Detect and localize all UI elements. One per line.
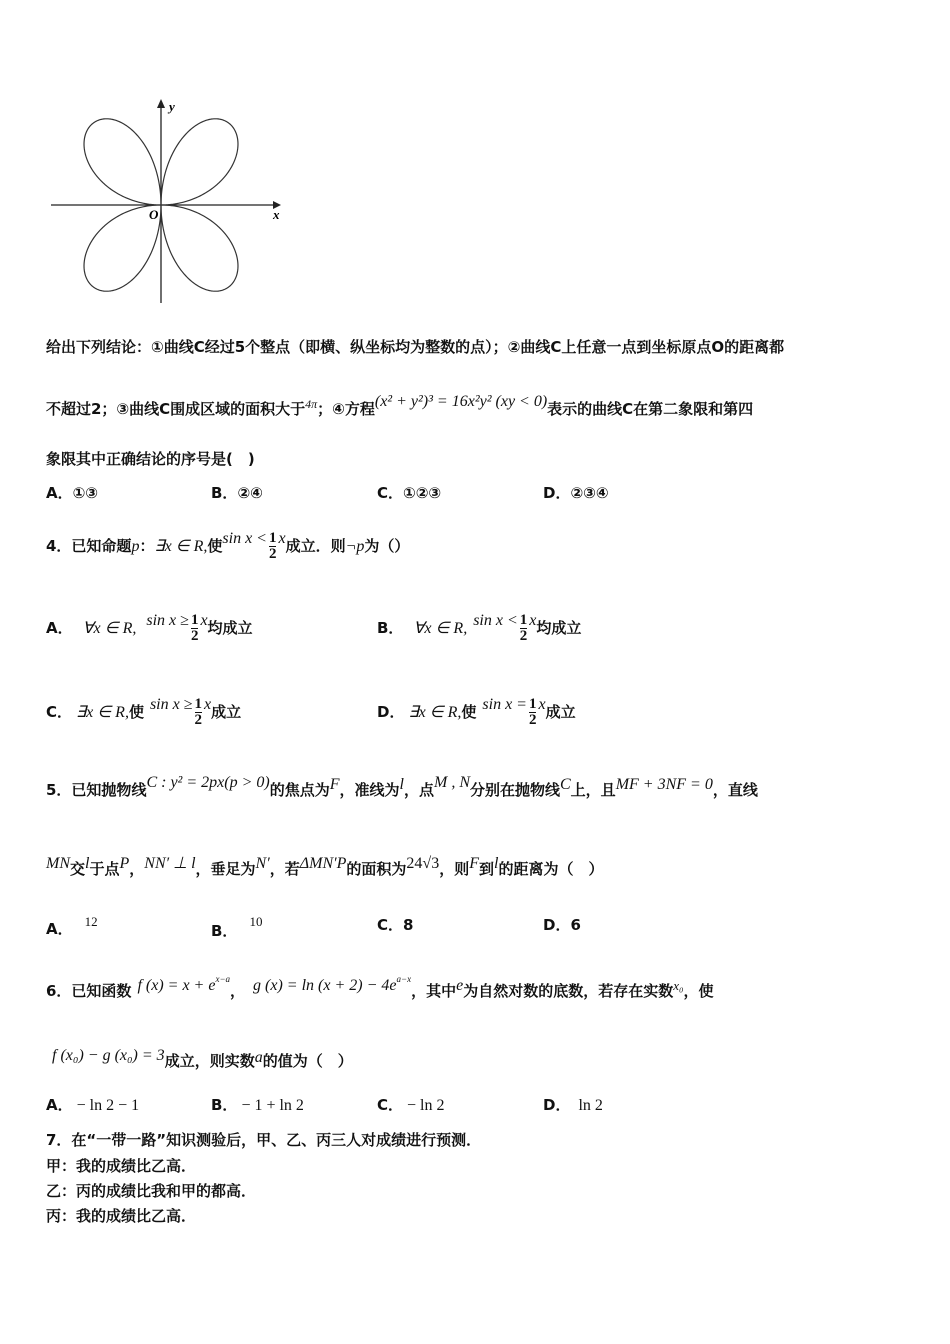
option-var: x <box>200 612 208 629</box>
q6-e: e <box>456 977 464 994</box>
q4-option-a[interactable] <box>46 612 253 644</box>
option-var: x <box>538 696 546 713</box>
frac-den: 2 <box>194 712 203 728</box>
q7-line-jia: 甲：我的成绩比乙高． <box>46 1157 197 1175</box>
option-quant: ∃x ∈ R, <box>408 704 462 721</box>
option-fraction <box>195 697 203 728</box>
option-fraction <box>191 613 199 644</box>
q6-option-a[interactable] <box>46 1094 139 1115</box>
x-axis-label: x <box>273 207 280 222</box>
q6-x0: x₀ <box>673 978 684 993</box>
option-label: A． <box>46 1096 73 1114</box>
q5-l2-e: ，若 <box>269 860 300 878</box>
frac-den: 2 <box>268 546 277 562</box>
q5-l1-b: 的焦点为 <box>269 781 330 799</box>
option-text: ②④ <box>237 484 263 502</box>
option-text: ②③④ <box>570 484 609 502</box>
q6-equation: f (x₀) − g (x₀) = 3 <box>52 1047 165 1064</box>
option-text: ln 2 <box>578 1097 603 1114</box>
q5-option-c[interactable] <box>377 914 413 935</box>
q5-line-MN: MN <box>46 855 70 872</box>
q3-line1: 给出下列结论：①曲线C经过5个整点（即横、纵坐标均为整数的点）；②曲线C上任意一点到坐标原点O的距离都 <box>46 338 785 356</box>
q5-l1-c: ，准线为 <box>339 781 400 799</box>
q5-option-a[interactable] <box>46 914 98 939</box>
q6-option-b[interactable] <box>211 1094 304 1115</box>
option-label: B． <box>211 484 238 502</box>
option-label: A． <box>46 619 73 637</box>
q7-stem: 7．在“一带一路”知识测验后，甲、乙、丙三人对成绩进行预测． <box>46 1131 482 1149</box>
q5-P: P <box>119 855 130 872</box>
frac-den: 2 <box>528 712 537 728</box>
option-label: B． <box>211 922 238 940</box>
option-text: 8 <box>403 916 414 934</box>
q5-l2-g: ，则 <box>439 860 470 878</box>
option-fraction <box>520 613 528 644</box>
option-label: D． <box>543 1096 571 1114</box>
q6-l1-b: ， <box>230 982 246 1000</box>
q5-l2-a: 交 <box>70 860 86 878</box>
origin-label: O <box>149 207 159 222</box>
q3-line3: 象限其中正确结论的序号是( ) <box>46 450 255 468</box>
q6-g: g (x) = ln (x + 2) − 4e <box>253 977 397 994</box>
option-text: 12 <box>84 914 98 929</box>
q6-f: f (x) = x + e <box>137 977 216 994</box>
q5-option-b[interactable] <box>211 914 262 941</box>
q6-line1 <box>46 974 714 1001</box>
q5-l1-f: 上，且 <box>570 781 616 799</box>
q5-parabola-eq: C : y² = 2px(p > 0) <box>146 774 270 791</box>
q4-option-d[interactable] <box>377 696 576 728</box>
q4-stem-b: ： <box>139 537 155 555</box>
option-text: 10 <box>249 914 263 929</box>
frac-den: 2 <box>519 628 528 644</box>
q6-l1-c: ，其中 <box>411 982 457 1000</box>
q4-var: x <box>278 530 286 547</box>
option-var: x <box>204 696 212 713</box>
option-quant: ∀x ∈ R, <box>82 620 137 637</box>
option-label: C． <box>377 484 404 502</box>
q4-notp: ¬p <box>345 538 365 555</box>
option-label: D． <box>377 703 405 721</box>
option-fraction <box>529 697 537 728</box>
q3-equation: (x² + y²)³ = 16x²y² (xy < 0) <box>374 393 548 410</box>
q6-line2 <box>46 1047 353 1071</box>
q4-p: p <box>131 538 140 555</box>
q4-stem-d: 成立．则 <box>285 537 346 555</box>
q5-C: C <box>560 776 571 793</box>
q4-stem-a: 4．已知命题 <box>46 537 132 555</box>
q4-option-b[interactable] <box>377 612 581 644</box>
q3-line2-b: ；④方程 <box>317 400 375 418</box>
option-tail: 均成立 <box>207 619 253 637</box>
frac-num: 1 <box>528 696 537 712</box>
q5-l1-e: 分别在抛物线 <box>469 781 560 799</box>
q4-option-c[interactable] <box>46 696 241 728</box>
q5-l2-h: 到 <box>478 860 494 878</box>
q5-MN: M , N <box>433 774 470 791</box>
option-label: A． <box>46 920 73 938</box>
q6-l1-h: ，使 <box>683 982 714 1000</box>
q4-stem-c: 使 <box>207 537 223 555</box>
q4-stem-e: 为（） <box>364 537 410 555</box>
q6-l1-d: 为自然对数的底数，若存在实数 <box>463 982 674 1000</box>
q5-l2-c: ， <box>129 860 145 878</box>
q3-area-value: 4π <box>305 397 318 411</box>
q6-g-exponent: a−x <box>396 974 412 984</box>
q5-F: F <box>329 776 340 793</box>
frac-num: 1 <box>194 696 203 712</box>
q5-l1-d: ，点 <box>403 781 434 799</box>
q6-f-exponent: x−a <box>215 974 231 984</box>
q7-line-bing: 丙：我的成绩比乙高． <box>46 1207 197 1225</box>
q5-l2-l2: l <box>494 855 499 872</box>
four-leaf-curve-figure <box>45 95 295 310</box>
q4-fraction <box>269 531 277 562</box>
q5-l2-l: l <box>85 855 90 872</box>
option-ineq: sin x = <box>482 696 527 713</box>
option-tail: 成立 <box>211 703 242 721</box>
frac-den: 2 <box>190 628 199 644</box>
option-text: − 1 + ln 2 <box>241 1097 304 1114</box>
q4-exists: ∃x ∈ R, <box>154 538 208 555</box>
q5-line1 <box>46 774 758 800</box>
option-quant: ∀x ∈ R, <box>413 620 468 637</box>
option-label: C． <box>377 1096 404 1114</box>
option-var: x <box>529 612 537 629</box>
option-tail: 均成立 <box>536 619 582 637</box>
q3-line2-a: 不超过2；③曲线C围成区域的面积大于 <box>46 400 306 418</box>
q7-line-yi: 乙：丙的成绩比我和甲的都高． <box>46 1182 257 1200</box>
frac-num: 1 <box>519 612 528 628</box>
option-label: B． <box>211 1096 238 1114</box>
option-text: ①③ <box>72 484 99 502</box>
q3-option-b[interactable] <box>211 482 263 503</box>
option-text: − ln 2 − 1 <box>76 1097 140 1114</box>
option-label: A． <box>46 484 73 502</box>
option-mid: 使 <box>128 703 144 721</box>
q3-option-d[interactable] <box>543 482 609 503</box>
q5-l1-g: ，直线 <box>712 781 758 799</box>
q3-line2-c: 表示的曲线C在第二象限和第四 <box>547 400 754 418</box>
option-label: D． <box>543 916 571 934</box>
q5-l2-f: 的面积为 <box>346 860 407 878</box>
option-label: C． <box>377 916 404 934</box>
option-text: 6 <box>570 916 581 934</box>
q3-line2 <box>46 393 753 419</box>
q3-option-c[interactable] <box>377 482 441 503</box>
q5-option-d[interactable] <box>543 914 581 935</box>
q6-l2-b: 的值为（ ） <box>262 1052 353 1070</box>
q5-Nprime: N′ <box>255 855 270 872</box>
q5-perp: NN′ ⊥ l <box>144 855 196 872</box>
y-axis-arrow <box>157 99 165 108</box>
q6-l2-a: 成立，则实数 <box>164 1052 255 1070</box>
q5-triangle: ΔMN′P <box>299 855 347 872</box>
option-tail: 成立 <box>545 703 576 721</box>
option-text: ①②③ <box>403 484 442 502</box>
q6-l1-a: 6．已知函数 <box>46 982 132 1000</box>
q5-l2-d: ，垂足为 <box>195 860 256 878</box>
y-axis-label: y <box>169 99 175 114</box>
q3-option-a[interactable] <box>46 482 98 503</box>
option-ineq: sin x ≥ <box>149 696 193 713</box>
q5-area: 24√3 <box>406 855 440 872</box>
q5-l2-F: F <box>469 855 479 872</box>
q6-a: a <box>254 1049 263 1066</box>
frac-num: 1 <box>190 612 199 628</box>
q5-l1-a: 5．已知抛物线 <box>46 781 147 799</box>
q5-l: l <box>399 776 404 793</box>
q5-l2-i: 的距离为（ ） <box>498 860 604 878</box>
q6-option-c[interactable] <box>377 1094 444 1115</box>
option-quant: ∃x ∈ R, <box>76 704 129 721</box>
option-label: B． <box>377 619 404 637</box>
q5-l2-b: 于点 <box>89 860 120 878</box>
frac-num: 1 <box>268 530 277 546</box>
q5-line2 <box>46 853 603 879</box>
q5-vector-eq: MF + 3NF = 0 <box>615 776 713 793</box>
option-ineq: sin x ≥ <box>146 612 189 629</box>
option-text: − ln 2 <box>407 1097 445 1114</box>
option-label: D． <box>543 484 571 502</box>
q4-stem <box>46 530 409 562</box>
option-mid: 使 <box>461 703 477 721</box>
option-ineq: sin x < <box>473 612 518 629</box>
option-label: C． <box>46 703 73 721</box>
q4-ineq: sin x < <box>222 530 267 547</box>
q6-option-d[interactable] <box>543 1094 603 1115</box>
